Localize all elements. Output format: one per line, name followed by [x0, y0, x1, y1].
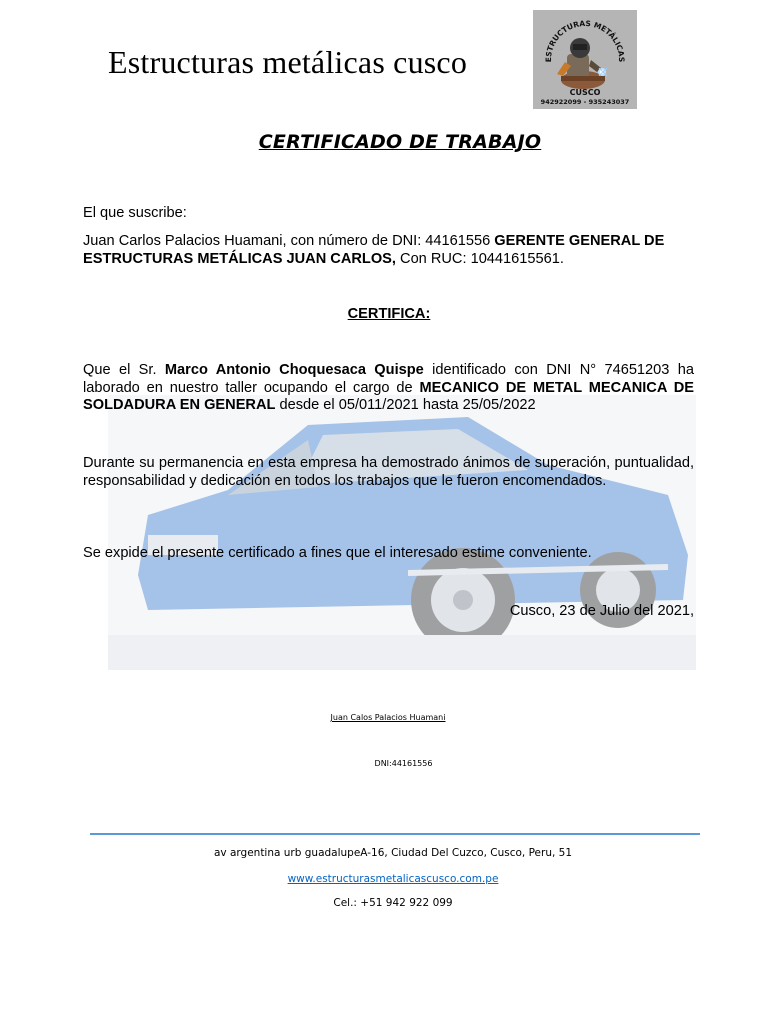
- main-text-3: desde el 05/011/2021 hasta 25/05/2022: [275, 397, 536, 413]
- issuer-ruc: Con RUC: 10441615561.: [395, 250, 564, 267]
- footer-divider: [90, 833, 700, 835]
- signature-name: Juan Calos Palacios Huamani: [330, 713, 446, 722]
- date-line: Cusco, 23 de Julio del 2021,: [509, 603, 694, 619]
- main-text-1: Que el Sr.: [83, 362, 165, 378]
- logo-city: CUSCO: [569, 88, 601, 97]
- document-title: CERTIFICADO DE TRABAJO: [258, 131, 542, 153]
- footer-address: av argentina urb guadalupeA-16, Ciudad Del Cuzco, Cusco, Peru, 51: [213, 847, 573, 859]
- footer-phone: Cel.: +51 942 922 099: [333, 897, 453, 909]
- issuer-identification: [83, 233, 694, 268]
- welder-logo-icon: [533, 10, 637, 109]
- signature-dni: DNI:44161556: [374, 759, 433, 768]
- company-logo: [533, 10, 637, 109]
- worker-position: MECANICO DE METAL MECANICA DE SOLDADURA EN GENERAL: [83, 379, 694, 413]
- footer-website-link[interactable]: www.estructurasmetalicascusco.com.pe: [287, 873, 499, 885]
- issuer-title: GERENTE GENERAL DE ESTRUCTURAS METÁLICAS JUAN CARLOS,: [83, 233, 665, 267]
- main-text-2: identificado con DNI N° 74651203 ha laborado en nuestro taller ocupando el cargo de: [83, 362, 694, 396]
- permanence-paragraph: Durante su permanencia en esta empresa ha demostrado ánimos de superación, puntualidad, responsabilidad y dedicación en todos los trabajos que le fueron encomendados.: [83, 455, 694, 489]
- logo-arc-text: ESTRUCTURAS METÁLICAS: [543, 18, 627, 63]
- issue-paragraph: Se expide el presente certificado a fines que el interesado estime conveniente.: [83, 545, 592, 561]
- worker-name: Marco Antonio Choquesaca Quispe: [164, 362, 424, 378]
- issuer-text: Juan Carlos Palacios Huamani, con número de DNI: 44161556: [83, 233, 495, 249]
- logo-phones: 942922099 - 935243037: [540, 98, 630, 106]
- intro-text: El que suscribe:: [83, 205, 187, 221]
- certifica-heading: CERTIFICA:: [347, 306, 431, 322]
- main-paragraph: [83, 362, 694, 415]
- truck-background-image: [108, 395, 696, 670]
- company-name: Estructuras metálicas cusco: [108, 44, 468, 80]
